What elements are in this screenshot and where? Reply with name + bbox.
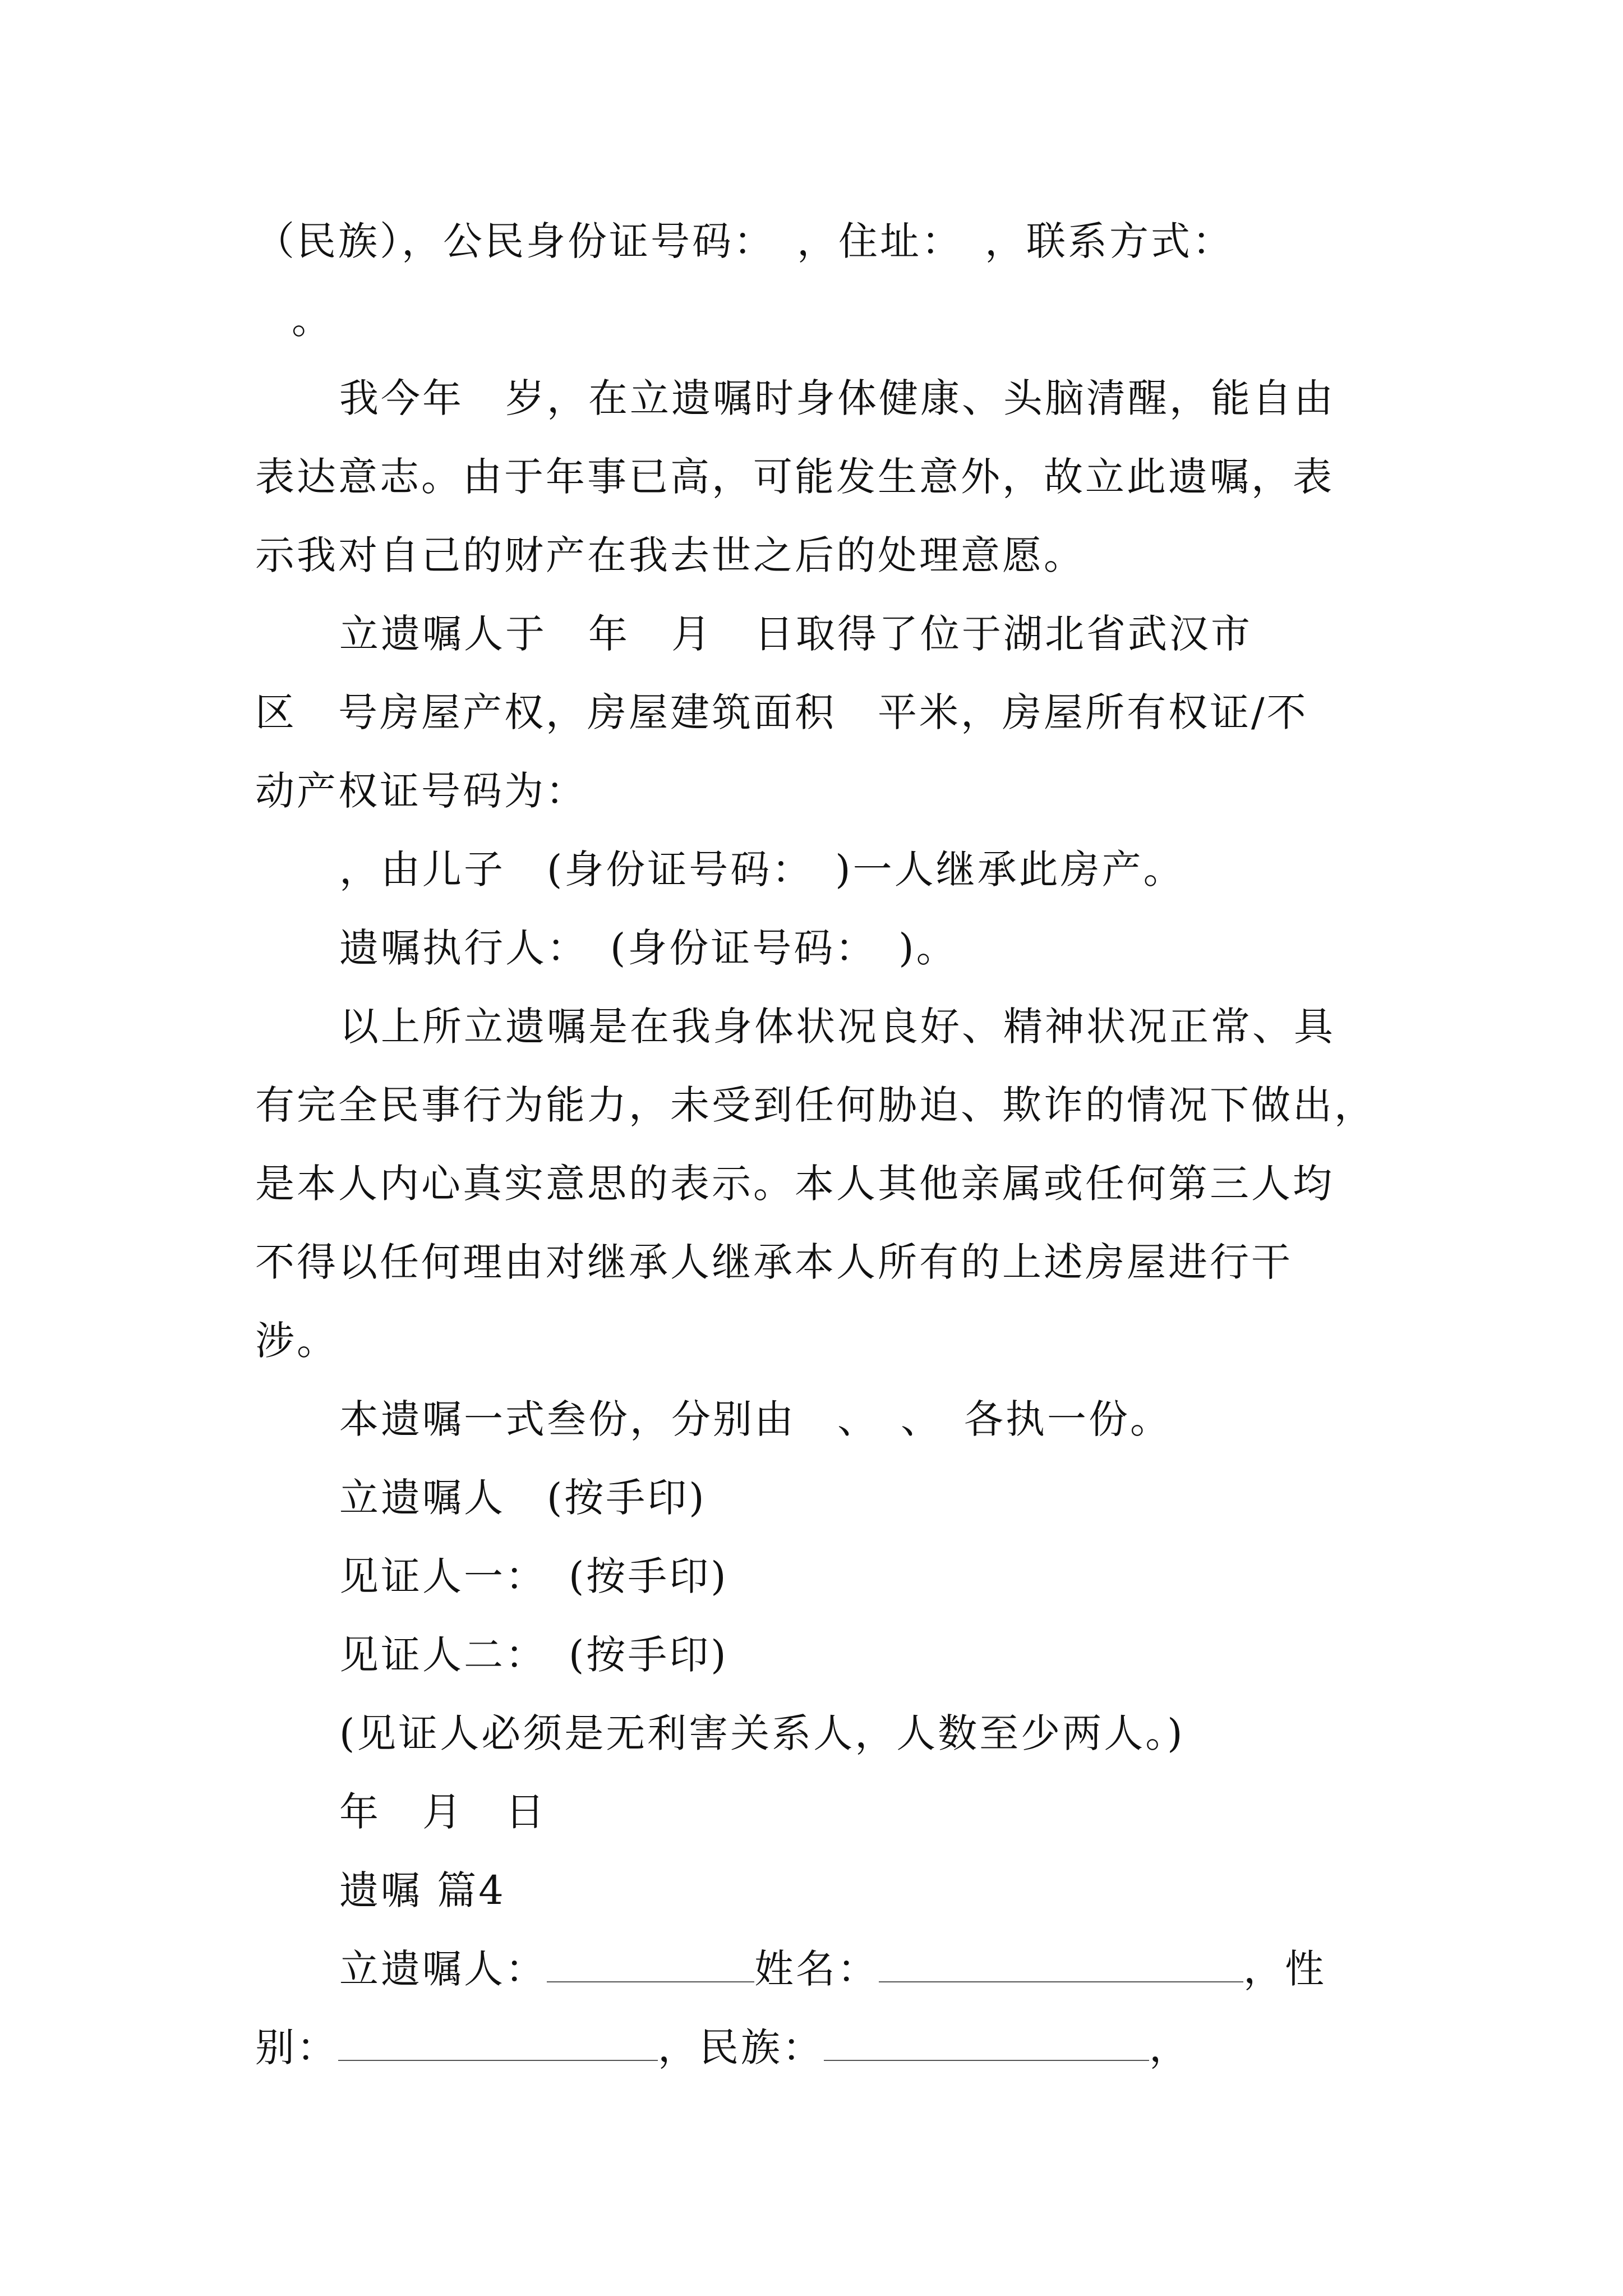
- paragraph-line: （民族），公民身份证号码： ，住址： ，联系方式：: [255, 218, 1234, 264]
- signature-line: 见证人一： (按手印): [339, 1553, 728, 1599]
- ethnicity-blank-field: [824, 2021, 1149, 2061]
- paragraph-line: 不得以任何理由对继承人继承本人所有的上述房屋进行干: [255, 1239, 1293, 1285]
- date-line: 年 月 日: [339, 1789, 547, 1835]
- form-line: [255, 2019, 1388, 2076]
- paragraph-line: 示我对自己的财产在我去世之后的处理意愿。: [255, 532, 1085, 578]
- signature-line: 见证人二： (按手印): [339, 1632, 728, 1678]
- paragraph-line: 涉。: [255, 1318, 338, 1364]
- paragraph-line: 表达意志。由于年事已高，可能发生意外，故立此遗嘱，表: [255, 454, 1334, 500]
- form-label: 别：: [255, 2024, 338, 2070]
- paragraph-line: 以上所立遗嘱是在我身体状况良好、精神状况正常、具: [339, 1004, 1335, 1050]
- paragraph-line: 是本人内心真实意思的表示。本人其他亲属或任何第三人均: [255, 1161, 1334, 1207]
- form-label: ，性: [1243, 1946, 1326, 1992]
- signature-line: 立遗嘱人 (按手印): [339, 1475, 707, 1521]
- form-label: 立遗嘱人：: [339, 1946, 547, 1992]
- paragraph-line: 立遗嘱人于 年 月 日取得了位于湖北省武汉市: [339, 611, 1252, 657]
- paragraph-line: ，由儿子 (身份证号码： )一人继承此房产。: [339, 846, 1185, 892]
- paragraph-line: 遗嘱执行人： (身份证号码： )。: [339, 925, 958, 971]
- paragraph-line: 有完全民事行为能力，未受到任何胁迫、欺诈的情况下做出，: [255, 1082, 1376, 1128]
- paragraph-line: (见证人必须是无利害关系人，人数至少两人。): [339, 1710, 1185, 1756]
- name-blank-field: [879, 1942, 1243, 1982]
- paragraph-line: 动产权证号码为：: [255, 768, 587, 814]
- blank-field: [547, 1942, 754, 1982]
- form-line: [339, 1941, 1472, 1997]
- section-heading: 遗嘱 篇4: [339, 1867, 506, 1913]
- form-label: ，: [1149, 2024, 1191, 2070]
- paragraph-line: 。: [292, 297, 333, 343]
- form-label: 姓名：: [754, 1946, 879, 1992]
- paragraph-line: 我今年 岁，在立遗嘱时身体健康、头脑清醒，能自由: [339, 375, 1335, 421]
- form-label: ，民族：: [658, 2024, 824, 2070]
- paragraph-line: 本遗嘱一式叁份，分别由 、 、 各执一份。: [339, 1396, 1172, 1442]
- paragraph-line: 区 号房屋产权，房屋建筑面积 平米，房屋所有权证/不: [255, 689, 1308, 735]
- gender-blank-field: [338, 2021, 658, 2061]
